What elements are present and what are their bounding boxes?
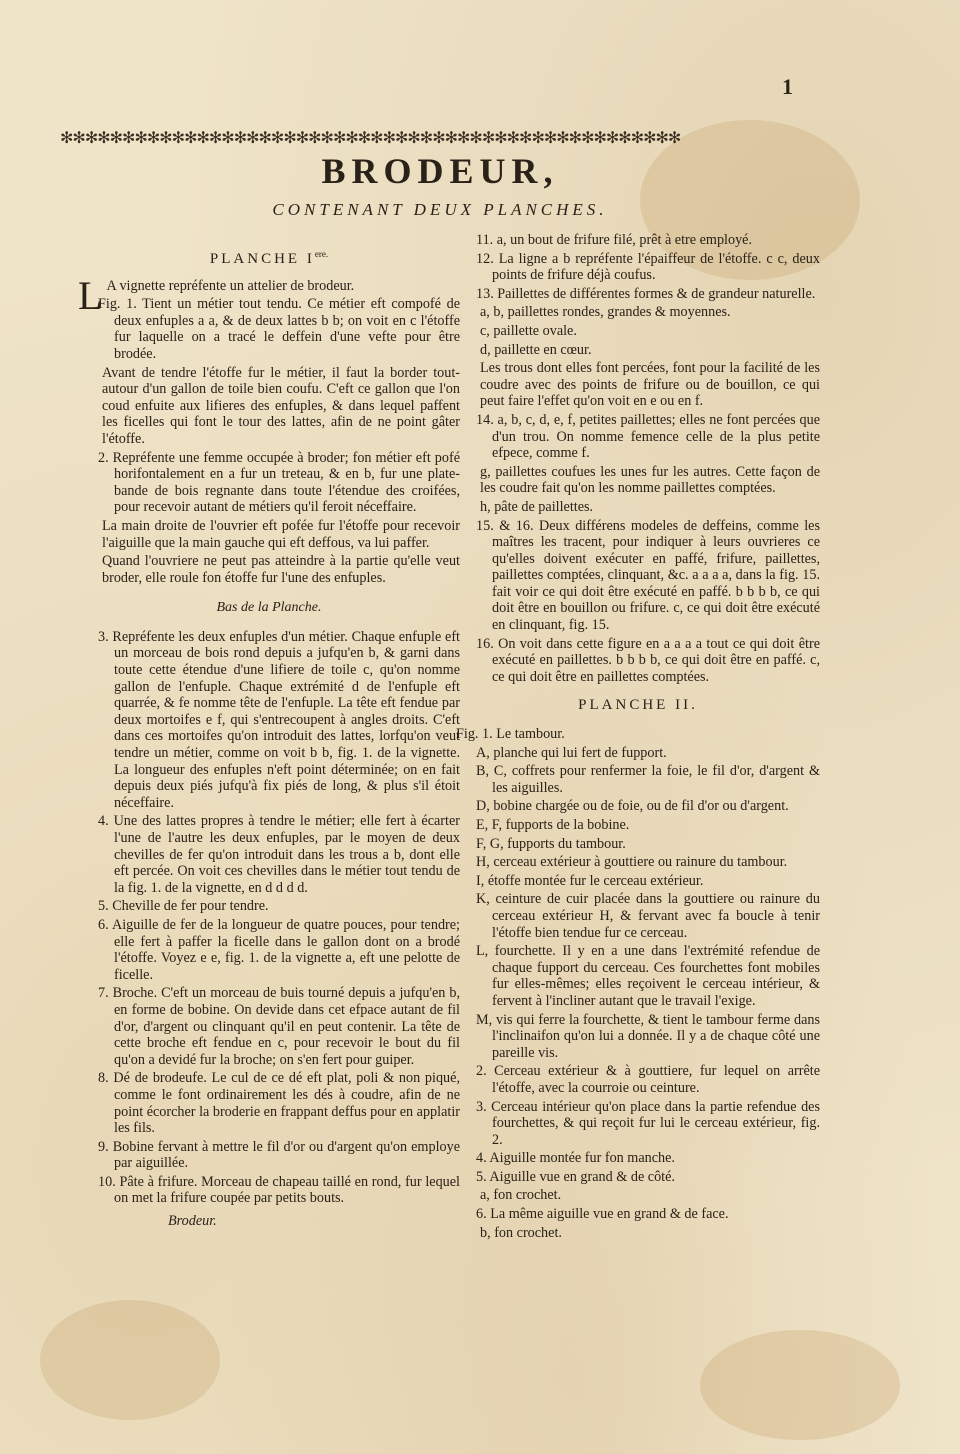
figure-description: Avant de tendre l'étoffe fur le métier, il faut la border tout-autour d'un gallon de toile bien coufu. C'eft ce gallon que l'on coud enfuite aux lifieres des enfuples, & dans lequel paffent les ficelles qui font le tour des lattes, afin de ne point gâter l'étoffe. [102,364,460,447]
figure-description: Quand l'ouvriere ne peut pas atteindre à la partie qu'elle veut broder, elle roule fon étoffe fur l'une des enfuples. [102,553,460,586]
figure-description: 14. a, b, c, d, e, f, petites paillettes; elles ne font percées que d'un trou. On nomme femence celle de la plus petite efpece, comme f. [476,411,820,462]
figure-description: 6. Aiguille de fer de la longueur de quatre pouces, pour tendre; elle fert à paffer la ficelle dans le gallon dont on a brodé l'étoffe. Voyez e e, fig. 1. de la vignette a, eft une pelotte de ficelle. [98,916,460,983]
plate-heading [78,246,460,268]
figure-description: K, ceinture de cuir placée dans la gouttiere ou rainure du cerceau extérieur H, & fervant avec fa boucle à tenir l'étoffe bien tendue fur ce cerceau. [476,891,820,941]
paper-stain [40,1300,220,1420]
figure-description: 4. Aiguille montée fur fon manche. [476,1150,675,1167]
left-column [78,244,460,1230]
figure-description: 9. Bobine fervant à mettre le fil d'or ou d'argent qu'on employe par aiguillée. [98,1138,460,1172]
drop-cap: L [78,272,103,318]
page-number: 1 [782,74,793,99]
running-footer: Brodeur. [168,1213,217,1230]
figure-description: 5. Cheville de fer pour tendre. [98,898,269,915]
figure-description: L, fourchette. Il y en a une dans l'extrémité refendue de chaque fupport du cerceau. Ces fourchettes font mobiles fur elles-mêmes; elles reçoivent le cerceau intérieur, & fervent à l'incliner autant que le travail l'exige. [476,943,820,1009]
page-subtitle: CONTENANT DEUX PLANCHES. [272,200,608,219]
plate-heading-sup: ere. [314,249,329,259]
page-title: BRODEUR, [321,151,559,191]
figure-description: I, étoffe montée fur le cerceau extérieur. [476,872,704,889]
section-heading: Bas de la Planche. [216,600,322,616]
figure-description: E, F, fupports de la bobine. [476,817,630,833]
figure-description: Fig. 1. Tient un métier tout tendu. Ce métier eft compofé de deux enfuples a a, & de deux lattes b b; on voit en c l'étoffe fur laquelle on a tracé le deffein d'une vefte pour être brodée. [98,296,460,362]
figure-description: 11. a, un bout de frifure filé, prêt à etre employé. [476,232,753,248]
figure-description: c, paillette ovale. [480,322,577,339]
figure-description: 5. Aiguille vue en grand & de côté. [476,1168,675,1185]
figure-description: 16. On voit dans cette figure en a a a a tout ce qui doit être exécuté en paillettes. b b b b, ce qui doit être en paffé. c, ce qui doit être en paillettes comptées. [476,635,820,685]
plate-heading-text: PLANCHE I [209,251,315,267]
figure-description: 10. Pâte à frifure. Morceau de chapeau taillé en rond, fur lequel on met la frifure coupée par petits bouts. [98,1173,460,1207]
ornament-border: ✻✻✻✻✻✻✻✻✻✻✻✻✻✻✻✻✻✻✻✻✻✻✻✻✻✻✻✻✻✻✻✻✻✻✻✻✻✻✻✻✻✻✻✻✻✻✻✻✻✻ [60,130,681,147]
figure-description: a, fon crochet. [480,1187,562,1204]
plate-2-heading: PLANCHE II. [578,697,698,714]
paper-stain [700,1330,900,1440]
figure-description: A, planche qui lui fert de fupport. [476,744,667,761]
figure-description: 4. Une des lattes propres à tendre le métier; elle fert à écarter l'une de l'autre les deux enfuples, par le moyen de deux chevilles de fer qu'on introduit dans les trous a b, dont elle eft percée. On voit ces chevilles dans le métier tout tendu de la fig. 1. de la vignette, en d d d d. [98,813,460,896]
figure-description: a, b, paillettes rondes, grandes & moyennes. [480,304,731,321]
figure-description: La main droite de l'ouvrier eft pofée fur l'étoffe pour recevoir l'aiguille que la main gauche qui eft deffous, va lui paffer. [102,517,460,551]
figure-description: 7. Broche. C'eft un morceau de buis tourné depuis a jufqu'en b, en forme de bobine. On devide dans cet efpace autant de fil d'or, d'argent ou clinquant qu'il en peut contenir. La tête de cette broche eft fendue en c, pour recevoir le bout du fil qu'on a devidé fur la broche; on s'en fert pour guiper. [98,985,460,1068]
figure-description: 12. La ligne a b repréfente l'épaiffeur de l'étoffe. c c, deux points de frifure déjà coufus. [476,250,820,284]
figure-description: B, C, coffrets pour renfermer la foie, le fil d'or, d'argent & les aiguilles. [476,763,820,796]
figure-description: 2. Cerceau extérieur & à gouttiere, fur lequel on arrête l'étoffe, avec la courroie ou ceinture. [476,1063,820,1096]
figure-description: h, pâte de paillettes. [480,498,594,515]
figure-description: 2. Repréfente une femme occupée à broder; fon métier eft pofé horifontalement en a fur un treteau, & en b, fur une plate-bande de bois regnante dans toute l'étendue des croifées, pour recevoir autant de métiers qu'il feroit néceffaire. [98,449,460,516]
figure-description: F, G, fupports du tambour. [476,835,626,852]
figure-description: Les trous dont elles font percées, font pour la facilité de les coudre avec des points de frifure ou de bouillon, ce qui peut faire l'effet qu'on voit en e ou en f. [480,360,820,410]
intro-text: A vignette repréfente un attelier de brodeur. [106,277,355,294]
figure-description: 8. Dé de brodeufe. Le cul de ce dé eft plat, poli & non piqué, comme le font ordinairement les dés à coudre, afin de ne point écorcher la broderie en frappant deffus pour en applatir les fils. [98,1070,461,1137]
intro-paragraph [78,272,460,318]
figure-description: D, bobine chargée ou de foie, ou de fil d'or ou d'argent. [476,798,789,815]
figure-description: H, cerceau extérieur à gouttiere ou rainure du tambour. [476,854,788,871]
figure-description: 3. Repréfente les deux enfuples d'un métier. Chaque enfuple eft un morceau de bois rond depuis a jufqu'en b, & garni dans toute cette étendue d'une lifiere de toile c, qu'on nomme gallon de l'enfuple. Chaque extrémité d de l'enfuple eft quarrée, & fe nomme tête de l'enfuple. La tête eft fendue par deux mortoifes e f, qui s'entrecoupent à angles droits. C'eft dans ces mortoifes qu'on introduit des lattes, lorfqu'on veut tendre un métier, comme on voit b b, fig. 1. de la vignette. La longueur des enfuples n'eft point déterminée; on en fait depuis deux piés jufqu'à fix piés de long, & plus s'il étoit néceffaire. [98,628,460,811]
figure-description: d, paillette en cœur. [480,341,592,358]
figure-description: Fig. 1. Le tambour. [456,726,565,743]
figure-description: b, fon crochet. [480,1224,562,1241]
figure-description: 13. Paillettes de différentes formes & de grandeur naturelle. [476,285,816,302]
figure-description: 15. & 16. Deux différens modeles de deffeins, comme les maîtres les tracent, pour indiquer à leurs ouvrieres ce qu'elles doivent exécuter en paffé, frifure, paillettes, paillettes comptées, clinquant, &c. a a a a, dans la fig. 15. fait voir ce qui doit être exécuté en paffé. b b b b, ce qui doit être en bouillon ou frifure. c, ce qui doit être exécuté en clinquant, fig. 15. [476,517,820,634]
figure-description: 3. Cerceau intérieur qu'on place dans la partie refendue des fourchettes, & qui reçoit fur lui le cerceau extérieur, fig. 2. [476,1098,820,1148]
figure-description: 6. La même aiguille vue en grand & de face. [476,1206,729,1223]
figure-description: M, vis qui ferre la fourchette, & tient le tambour ferme dans l'inclinaifon qu'on lui a donnée. Il y a de chaque côté une pareille vis. [476,1011,820,1061]
right-column [456,232,820,1243]
figure-description: g, paillettes coufues les unes fur les autres. Cette façon de les coudre fait qu'on les nomme paillettes comptées. [480,463,820,497]
